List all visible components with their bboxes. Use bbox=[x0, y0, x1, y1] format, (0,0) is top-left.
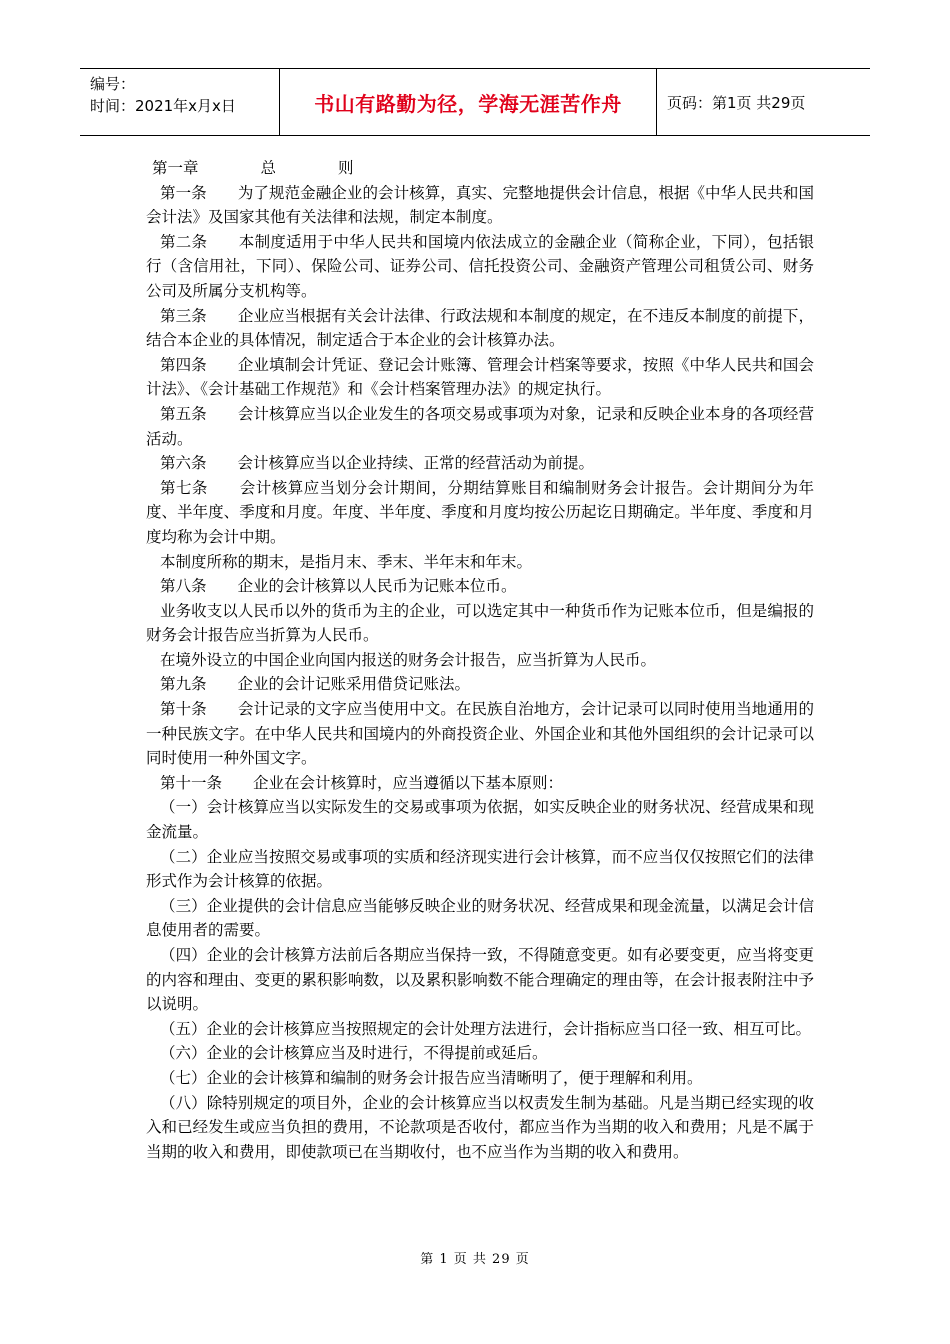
paragraph: （五）企业的会计核算应当按照规定的会计处理方法进行，会计指标应当口径一致、相互可比。 bbox=[160, 1019, 812, 1038]
paragraph: 第八条 企业的会计核算以人民币为记账本位币。 bbox=[160, 577, 517, 596]
header-page-number: 页码：第1页 共29页 bbox=[667, 93, 806, 112]
paragraph: （二）企业应当按照交易或事项的实质和经济现实进行会计核算，而不应当仅仅按照它们的法律形式作为会计核算的依据。 bbox=[146, 847, 814, 891]
header-meta bbox=[80, 69, 280, 135]
document-number-label: 编号： bbox=[90, 75, 136, 93]
page-header bbox=[80, 68, 870, 136]
paragraph: （七）企业的会计核算和编制的财务会计报告应当清晰明了，便于理解和利用。 bbox=[160, 1068, 703, 1087]
paragraph: 业务收支以人民币以外的货币为主的企业，可以选定其中一种货币作为记账本位币，但是编报的财务会计报告应当折算为人民币。 bbox=[146, 601, 814, 645]
paragraph: （六）企业的会计核算应当及时进行，不得提前或延后。 bbox=[160, 1044, 548, 1063]
paragraph: （三）企业提供的会计信息应当能够反映企业的财务状况、经营成果和现金流量，以满足会计信息使用者的需要。 bbox=[146, 896, 814, 940]
paragraph: 第七条 会计核算应当划分会计期间，分期结算账目和编制财务会计报告。会计期间分为年度、半年度、季度和月度。年度、半年度、季度和月度均按公历起讫日期确定。半年度、季度和月度均称为会计中期。 bbox=[146, 478, 814, 546]
chapter-title: 第一章 总 则 bbox=[152, 159, 354, 177]
paragraph: 第六条 会计核算应当以企业持续、正常的经营活动为前提。 bbox=[160, 454, 595, 473]
paragraph: （四）企业的会计核算方法前后各期应当保持一致，不得随意变更。如有必要变更，应当将变更的内容和理由、变更的累积影响数，以及累积影响数不能合理确定的理由等，在会计报表附注中予以说明。 bbox=[146, 946, 814, 1014]
document-body bbox=[146, 156, 814, 1164]
paragraph: （一）会计核算应当以实际发生的交易或事项为依据，如实反映企业的财务状况、经营成果和现金流量。 bbox=[146, 798, 814, 842]
paragraph: 在境外设立的中国企业向国内报送的财务会计报告，应当折算为人民币。 bbox=[160, 650, 657, 669]
paragraph: 第三条 企业应当根据有关会计法律、行政法规和本制度的规定，在不违反本制度的前提下，结合本企业的具体情况，制定适合于本企业的会计核算办法。 bbox=[146, 306, 814, 350]
document-date-label: 时间：2021年x月x日 bbox=[90, 97, 236, 115]
page-footer: 第 1 页 共 29 页 bbox=[420, 1252, 530, 1267]
paragraph: 第四条 企业填制会计凭证、登记会计账簿、管理会计档案等要求，按照《中华人民共和国会计法》、《会计基础工作规范》和《会计档案管理办法》的规定执行。 bbox=[146, 355, 814, 399]
header-motto: 书山有路勤为径，学海无涯苦作舟 bbox=[280, 69, 657, 135]
paragraph: 第二条 本制度适用于中华人民共和国境内依法成立的金融企业（简称企业，下同），包括银行（含信用社，下同）、保险公司、证券公司、信托投资公司、金融资产管理公司租赁公司、财务公司及所属分支机构等。 bbox=[146, 232, 814, 300]
paragraph: 第九条 企业的会计记账采用借贷记账法。 bbox=[160, 675, 471, 694]
paragraph: 第一条 为了规范金融企业的会计核算，真实、完整地提供会计信息，根据《中华人民共和国会计法》及国家其他有关法律和法规，制定本制度。 bbox=[146, 183, 814, 227]
paragraph: （八）除特别规定的项目外，企业的会计核算应当以权责发生制为基础。凡是当期已经实现的收入和已经发生或应当负担的费用，不论款项是否收付，都应当作为当期的收入和费用；凡是不属于当期的收入和费用，即使款项已在当期收付，也不应当作为当期的收入和费用。 bbox=[146, 1093, 814, 1161]
paragraph: 本制度所称的期末，是指月末、季末、半年末和年末。 bbox=[160, 552, 533, 571]
paragraph: 第十一条 企业在会计核算时，应当遵循以下基本原则： bbox=[160, 773, 564, 792]
paragraph: 第五条 会计核算应当以企业发生的各项交易或事项为对象，记录和反映企业本身的各项经营活动。 bbox=[146, 404, 814, 448]
paragraph: 第十条 会计记录的文字应当使用中文。在民族自治地方，会计记录可以同时使用当地通用的一种民族文字。在中华人民共和国境内的外商投资企业、外国企业和其他外国组织的会计记录可以同时使用一种外国文字。 bbox=[146, 700, 814, 768]
